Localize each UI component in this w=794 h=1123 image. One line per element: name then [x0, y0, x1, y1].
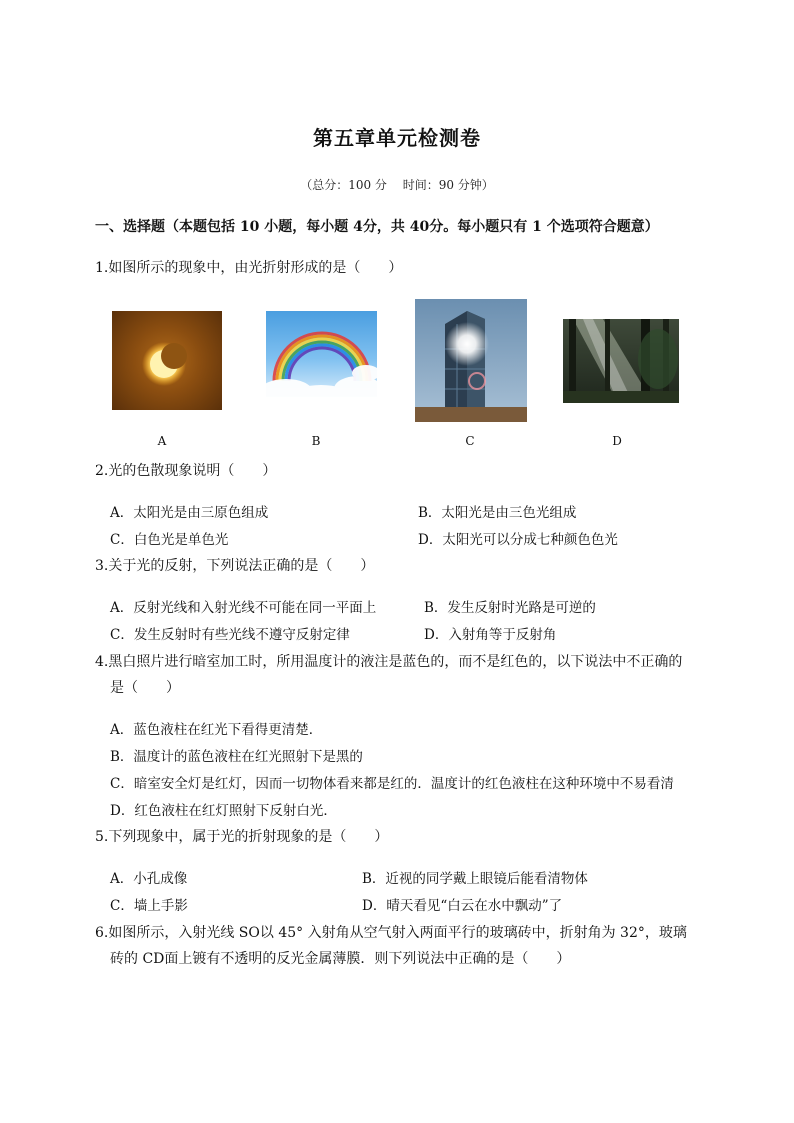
question-2-stem: 2.光的色散现象说明（ ） — [95, 463, 277, 479]
question-5-option-b: B．近视的同学戴上眼镜后能看清物体 — [362, 871, 588, 887]
question-2-option-d: D．太阳光可以分成七种颜色色光 — [418, 532, 618, 548]
exam-info: （总分：100 分 时间：90 分钟） — [300, 178, 494, 192]
forest-light-beams-image — [563, 319, 679, 403]
question-2-option-b: B．太阳光是由三色光组成 — [418, 505, 577, 521]
question-4-stem-line2: 是（ ） — [110, 680, 180, 696]
question-4-stem-line1: 4.黑白照片进行暗室加工时，所用温度计的液注是蓝色的，而不是红色的，以下说法中不正确的 — [95, 654, 683, 670]
image-c-label: C — [465, 434, 475, 448]
question-3-option-a: A．反射光线和入射光线不可能在同一平面上 — [110, 600, 377, 616]
rainbow-image — [266, 311, 377, 397]
question-4-option-c: C．暗室安全灯是红灯，因而一切物体看来都是红的．温度计的红色液柱在这种环境中不易看清 — [110, 776, 674, 792]
building-sun-glare-image — [415, 299, 527, 422]
question-6-stem-line1: 6.如图所示，入射光线 SO以 45° 入射角从空气射入两面平行的玻璃砖中，折射角为 32°，玻璃 — [95, 925, 687, 941]
question-3-stem: 3.关于光的反射，下列说法正确的是（ ） — [95, 558, 375, 574]
image-a-label: A — [157, 434, 167, 448]
question-5-option-d: D．晴天看见“白云在水中飘动”了 — [362, 898, 563, 914]
question-5-option-a: A．小孔成像 — [110, 871, 188, 887]
image-b-label: B — [311, 434, 321, 448]
question-5-stem: 5.下列现象中，属于光的折射现象的是（ ） — [95, 829, 389, 845]
question-3-option-c: C．发生反射时有些光线不遵守反射定律 — [110, 627, 350, 643]
page-title: 第五章单元检测卷 — [313, 126, 481, 150]
question-4-option-d: D．红色液柱在红灯照射下反射白光． — [110, 803, 337, 819]
question-3-option-b: B．发生反射时光路是可逆的 — [424, 600, 596, 616]
question-2-option-c: C．白色光是单色光 — [110, 532, 229, 548]
question-4-option-b: B．温度计的蓝色液柱在红光照射下是黑的 — [110, 749, 363, 765]
question-4-option-a: A．蓝色液柱在红光下看得更清楚． — [110, 722, 323, 738]
question-2-option-a: A．太阳光是由三原色组成 — [110, 505, 269, 521]
question-1-stem: 1.如图所示的现象中，由光折射形成的是（ ） — [95, 260, 403, 276]
solar-eclipse-image — [112, 311, 222, 410]
image-d-label: D — [612, 434, 622, 448]
question-3-option-d: D．入射角等于反射角 — [424, 627, 557, 643]
question-6-stem-line2: 砖的 CD面上镀有不透明的反光金属薄膜．则下列说法中正确的是（ ） — [110, 951, 571, 967]
section-heading: 一、选择题（本题包括 10 小题，每小题 4分，共 40分。每小题只有 1 个选项符合题意） — [95, 219, 659, 235]
question-5-option-c: C．墙上手影 — [110, 898, 188, 914]
